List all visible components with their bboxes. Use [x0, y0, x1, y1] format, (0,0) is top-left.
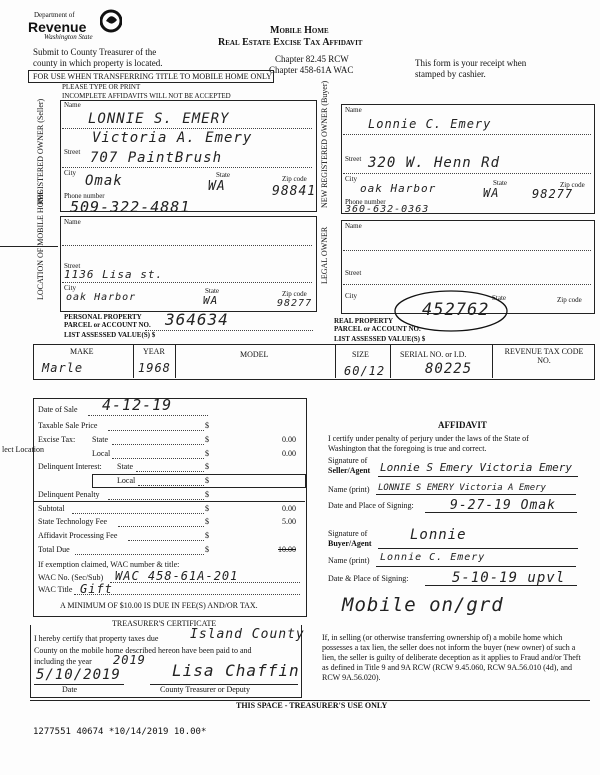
- dor-logo: [20, 6, 140, 46]
- fees-dollar: $: [205, 531, 209, 540]
- seller-sig-line: [378, 476, 578, 477]
- vehicle-col-divider: [492, 344, 493, 378]
- seller-street-label: Street: [64, 148, 81, 156]
- vehicle-header-model: MODEL: [240, 350, 269, 359]
- fees-delinquent-local-line: [138, 485, 204, 486]
- buyer-name-label: Name: [345, 106, 362, 114]
- fees-excise-state-line: [112, 444, 204, 445]
- vehicle-header-make: MAKE: [70, 347, 94, 356]
- vehicle-col-divider: [133, 344, 134, 378]
- seller-street: 707 PaintBrush: [90, 150, 223, 166]
- location-zip: 98277: [277, 298, 313, 309]
- fees-total-value: 10.00: [278, 545, 296, 554]
- fees-total-line: [75, 554, 204, 555]
- fees-taxable-line: [108, 430, 204, 431]
- location-parcel-label1: PERSONAL PROPERTY: [64, 313, 142, 321]
- buyer-phone-label: Phone number: [345, 198, 386, 206]
- receipt-stamp: 1277551 40674 *10/14/2019 10.00*: [33, 727, 207, 737]
- location-side-label: LOCATION OF MOBILE HOME: [36, 189, 45, 300]
- seller-phone-label: Phone number: [64, 192, 105, 200]
- fees-delinquent-state-label: State: [117, 462, 133, 471]
- seller-name2: Victoria A. Emery: [92, 130, 253, 146]
- location-city-label: City: [64, 284, 77, 292]
- location-zip-label: Zip code: [282, 290, 307, 298]
- fees-delinquent-local-label: Local: [117, 476, 136, 485]
- legal-name-label: Name: [345, 222, 362, 230]
- treasurer-line2: County on the mobile home described hereon have been paid to and: [34, 646, 252, 655]
- fees-subtotal-rule: [33, 501, 305, 502]
- location-parcel-line: [145, 330, 313, 331]
- fees-techfee-line: [118, 526, 204, 527]
- buyer-print-line: [376, 566, 576, 567]
- legal-street-label: Street: [345, 269, 362, 277]
- buyer-side-label: NEW REGISTERED OWNER (Buyer): [320, 80, 329, 208]
- seller-print: LONNIE S EMERY Victoria A Emery: [378, 483, 546, 493]
- location-parcel-label2: PARCEL or ACCOUNT NO.: [64, 321, 151, 329]
- legal-name-line: [343, 250, 591, 251]
- seller-side-label: REGISTERED OWNER (Seller): [36, 98, 45, 205]
- seller-zip-label: Zip code: [282, 175, 307, 183]
- buyer-zip-label: Zip code: [560, 181, 585, 189]
- vehicle-make: Marle: [42, 361, 84, 375]
- buyer-dateplace-label: Date & Place of Signing:: [328, 574, 409, 583]
- fees-dollar: $: [205, 462, 209, 471]
- fees-wacno: WAC 458-61A-201: [115, 569, 239, 583]
- legal-parcel: 452762: [422, 300, 490, 320]
- logo-swirl-icon: [100, 8, 122, 34]
- fees-wacno-label: WAC No. (Sec/Sub): [38, 573, 104, 582]
- buyer-print: Lonnie C. Emery: [380, 552, 486, 563]
- location-state-label: State: [205, 287, 219, 295]
- fees-exempt-label: If exemption claimed, WAC number & title:: [38, 560, 180, 569]
- legal-state-label: State: [492, 294, 506, 302]
- buyer-city: oak Harbor: [360, 182, 437, 195]
- treasurer-county: Island County: [190, 627, 305, 642]
- seller-print-label: Name (print): [328, 485, 370, 494]
- seller-sig-label2: Seller/Agent: [328, 466, 371, 475]
- buyer-street-line: [343, 173, 591, 174]
- submit-line2: county in which property is located.: [33, 58, 163, 68]
- buyer-print-label: Name (print): [328, 556, 370, 565]
- fees-taxable-label: Taxable Sale Price: [38, 421, 98, 430]
- fees-wactitle: Gift: [80, 582, 113, 596]
- vehicle-col-divider: [175, 344, 176, 378]
- treasurer-title: TREASURER'S CERTIFICATE: [108, 620, 220, 628]
- fees-dollar: $: [205, 435, 209, 444]
- fees-dollar: $: [205, 490, 209, 499]
- legal-assessed: LIST ASSESSED VALUE(S) $: [334, 335, 426, 343]
- fees-minimum: A MINIMUM OF $10.00 IS DUE IN FEE(S) AND/OR TAX.: [60, 601, 258, 610]
- affidavit-text2: Washington that the foregoing is true and correct.: [328, 444, 487, 453]
- submit-line1: Submit to County Treasurer of the: [33, 47, 157, 57]
- chapter-rcw: Chapter 82.45 RCW: [275, 54, 349, 64]
- seller-city-label: City: [64, 169, 77, 177]
- location-name-label: Name: [64, 218, 81, 226]
- fees-date-line: [88, 415, 208, 416]
- fees-excise-label: Excise Tax:: [38, 435, 76, 444]
- location-margin-mark: [0, 246, 58, 247]
- seller-dateplace: 9-27-19 Omak: [450, 498, 556, 513]
- treasurer-date-label: Date: [62, 685, 78, 694]
- fees-procfee-line: [128, 540, 204, 541]
- fees-date: 4-12-19: [102, 396, 173, 414]
- buyer-sig-label2: Buyer/Agent: [328, 539, 372, 548]
- treasurer-date: 5/10/2019: [36, 667, 121, 683]
- affidavit-handwritten-note: Mobile on/grd: [342, 594, 504, 616]
- receipt-line1: This form is your receipt when: [415, 58, 527, 68]
- receipt-line2: stamped by cashier.: [415, 69, 486, 79]
- logo-state-text: Washington State: [44, 33, 93, 41]
- fees-wacno-line: [110, 582, 300, 583]
- fees-excise-state-value: 0.00: [282, 435, 296, 444]
- location-city: oak Harbor: [66, 292, 137, 303]
- fees-dollar: $: [205, 545, 209, 554]
- treasurer-line1: I hereby certify that property taxes due: [34, 634, 159, 643]
- treasurer-warning: If, in selling (or otherwise transferring ownership of) a mobile home which possesses a tax lien, the seller does not inform the buyer (new owner) of such a lien, the seller is guilty of deliberate deception as it applies to Fraud and/or Theft as defined in Title 9 and 9A RCW (RCW 9.45.060, RCW 9A.56.010 (4d), and RCW 9A.56.020).: [322, 633, 581, 682]
- vehicle-header-taxcode: REVENUE TAX CODE NO.: [504, 347, 584, 365]
- seller-street-line: [62, 167, 312, 168]
- fees-dollar: $: [205, 517, 209, 526]
- vehicle-size: 60/12: [344, 364, 386, 378]
- buyer-name-line: [343, 134, 591, 135]
- vehicle-header-year: YEAR: [143, 347, 165, 356]
- treasurer-line3: including the year: [34, 657, 92, 666]
- seller-state: WA: [208, 179, 226, 194]
- location-name-line: [62, 245, 312, 246]
- incomplete-notice: INCOMPLETE AFFIDAVITS WILL NOT BE ACCEPTED: [62, 92, 231, 100]
- fees-excise-local-label: Local: [92, 449, 111, 458]
- treasurer-sig-label: County Treasurer or Deputy: [160, 685, 250, 694]
- logo-name-text: Revenue: [28, 19, 87, 35]
- legal-city-label: City: [345, 292, 358, 300]
- buyer-street-label: Street: [345, 155, 362, 163]
- legal-parcel-label2: PARCEL or ACCOUNT NO.: [334, 325, 421, 333]
- fees-penalty-line: [108, 499, 204, 500]
- seller-print-line: [376, 494, 576, 495]
- fees-delinquent-state-line: [136, 471, 204, 472]
- buyer-zip: 98277: [532, 187, 574, 201]
- vehicle-header-size: SIZE: [352, 350, 369, 359]
- title-line1: Mobile Home: [270, 25, 329, 36]
- treasurer-year: 2019: [113, 653, 146, 667]
- legal-parcel-label1: REAL PROPERTY: [334, 317, 394, 325]
- location-street-label: Street: [64, 262, 81, 270]
- fees-excise-local-value: 0.00: [282, 449, 296, 458]
- treasurer-date-line: [34, 684, 124, 685]
- fees-delinquent-int-label: Delinquent Interest:: [38, 462, 102, 471]
- print-notice: PLEASE TYPE OR PRINT: [62, 83, 141, 91]
- fees-techfee-label: State Technology Fee: [38, 517, 108, 526]
- buyer-state: WA: [483, 186, 500, 200]
- fees-dollar: $: [205, 449, 209, 458]
- vehicle-year: 1968: [138, 361, 171, 375]
- vehicle-header-serial: SERIAL NO. or I.D.: [400, 350, 467, 359]
- legal-street-line: [343, 284, 591, 285]
- location-assessed: LIST ASSESSED VALUE(S) $: [64, 331, 156, 339]
- vehicle-col-divider: [390, 344, 391, 378]
- fees-date-label: Date of Sale: [38, 405, 78, 414]
- buyer-phone: 360-632-0363: [345, 204, 430, 215]
- buyer-signature: Lonnie: [410, 527, 467, 543]
- affidavit-heading: AFFIDAVIT: [438, 420, 487, 430]
- fees-techfee-value: 5.00: [282, 517, 296, 526]
- buyer-street: 320 W. Henn Rd: [368, 155, 501, 171]
- seller-state-label: State: [216, 171, 230, 179]
- treasurer-space-label: THIS SPACE - TREASURER'S USE ONLY: [236, 701, 388, 710]
- seller-name-label: Name: [64, 101, 81, 109]
- seller-phone: 509-322-4881: [70, 198, 191, 216]
- seller-city: Omak: [85, 173, 123, 189]
- buyer-name: Lonnie C. Emery: [368, 117, 492, 131]
- fees-excise-local-line: [112, 458, 204, 459]
- legal-zip-label: Zip code: [557, 296, 582, 304]
- buyer-sig-line: [378, 548, 578, 549]
- location-state: WA: [203, 294, 219, 307]
- logo-dept-text: Department of: [34, 11, 75, 19]
- seller-dateplace-line: [425, 512, 577, 513]
- treasurer-signature: Lisa Chaffin: [172, 661, 300, 680]
- vehicle-col-divider: [335, 344, 336, 378]
- fees-dollar: $: [205, 476, 209, 485]
- fees-dollar: $: [205, 504, 209, 513]
- fees-subtotal-value: 0.00: [282, 504, 296, 513]
- location-parcel: 364634: [165, 310, 229, 329]
- fees-subtotal-line: [72, 513, 204, 514]
- fees-total-label: Total Due: [38, 545, 70, 554]
- seller-signature: Lonnie S Emery Victoria Emery: [380, 461, 573, 474]
- buyer-dateplace: 5-10-19 upvl: [452, 570, 566, 586]
- fees-excise-state-label: State: [92, 435, 108, 444]
- buyer-dateplace-line: [425, 585, 577, 586]
- use-notice-box: [28, 70, 274, 83]
- fees-penalty-label: Delinquent Penalty: [38, 490, 100, 499]
- title-line2: Real Estate Excise Tax Affidavit: [218, 37, 363, 48]
- legal-side-label: LEGAL OWNER: [320, 226, 329, 284]
- affidavit-text1: I certify under penalty of perjury under the laws of the State of: [328, 434, 529, 443]
- buyer-city-label: City: [345, 175, 358, 183]
- fees-wactitle-line: [74, 594, 300, 595]
- chapter-wac: Chapter 458-61A WAC: [269, 65, 354, 75]
- seller-sig-label1: Signature of: [328, 456, 368, 465]
- fees-wactitle-label: WAC Title: [38, 585, 73, 594]
- stray-margin-text: lect Location: [2, 445, 44, 454]
- buyer-state-label: State: [493, 179, 507, 187]
- fees-dollar: $: [205, 421, 209, 430]
- seller-name-line: [62, 128, 312, 129]
- fees-procfee-label: Affidavit Processing Fee: [38, 531, 118, 540]
- buyer-sig-label1: Signature of: [328, 529, 368, 538]
- location-street: 1136 Lisa st.: [64, 268, 164, 281]
- vehicle-serial: 80225: [425, 361, 473, 377]
- fees-subtotal-label: Subtotal: [38, 504, 65, 513]
- seller-name1: LONNIE S. EMERY: [88, 111, 230, 127]
- seller-zip: 98841: [272, 184, 317, 199]
- use-notice-text: FOR USE WHEN TRANSFERRING TITLE TO MOBILE HOME ONLY: [33, 72, 272, 81]
- location-street-line: [62, 282, 312, 283]
- seller-dateplace-label: Date and Place of Signing:: [328, 501, 414, 510]
